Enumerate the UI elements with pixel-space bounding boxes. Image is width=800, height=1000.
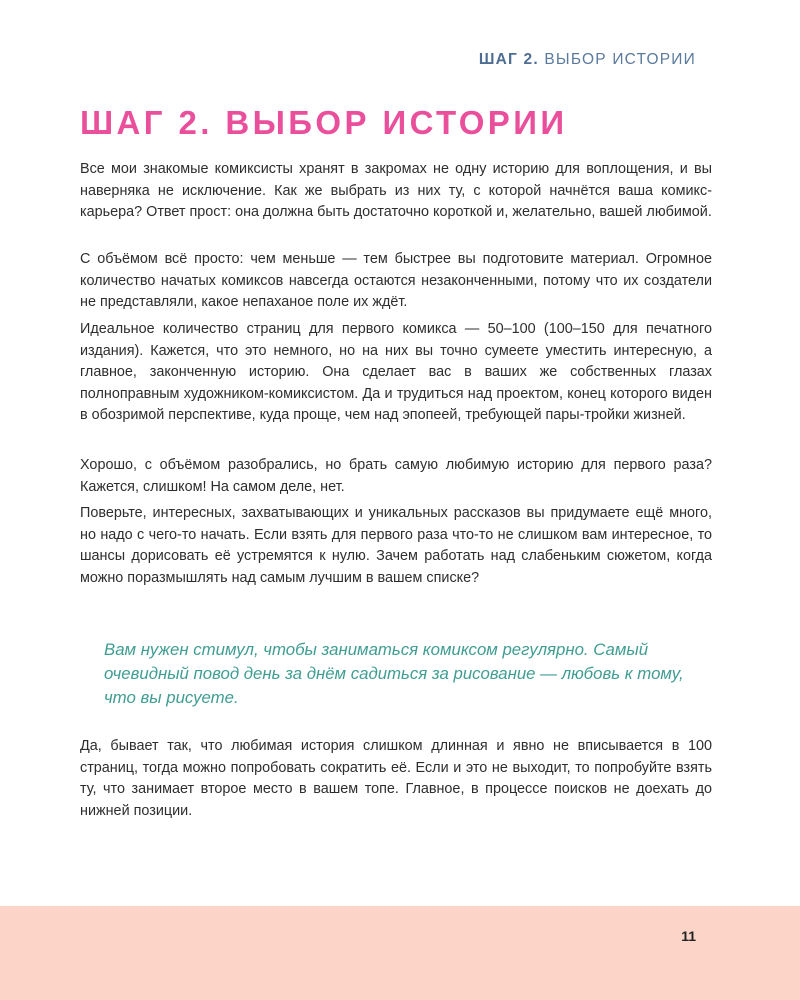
body-paragraph-2: С объёмом всё просто: чем меньше — тем быстрее вы подготовите материал. Огромное количество начатых комиксов навсегда остаются незаконченными, потому что их создатели не представляли, какое непаханое поле их ждёт. [80, 251, 712, 311]
body-paragraph-1: Все мои знакомые комиксисты хранят в закромах не одну историю для воплощения, и вы наверняка не исключение. Как же выбрать из них ту, с которой начнётся ваша комикс-карьера? Ответ прост: она должна быть достаточно короткой и, желательно, вашей любимой. [80, 161, 712, 221]
page-number: 11 [681, 928, 696, 944]
body-paragraph-5: Поверьте, интересных, захватывающих и уникальных рассказов вы придумаете ещё много, но надо с чего-то начать. Если взять для первого раза что-то не слишком вам интересное, то шансы дорисовать её устремятся к нулю. Зачем работать над слабеньким сюжетом, когда можно поразмышлять над самым лучшим в вашем списке? [80, 505, 712, 586]
body-paragraph-6: Да, бывает так, что любимая история слишком длинная и явно не вписывается в 100 страниц, тогда можно попробовать сократить её. Если и это не выходит, то попробуйте взять ту, что занимает второе место в вашем топе. Главное, в процессе поисков не доехать до нижней позиции. [80, 738, 712, 819]
running-header-step: ШАГ 2. [478, 51, 539, 68]
running-header [479, 51, 696, 69]
footer-band [0, 906, 800, 1000]
page-title: ШАГ 2. ВЫБОР ИСТОРИИ [80, 104, 568, 141]
pull-quote: Вам нужен стимул, чтобы заниматься комиксом регулярно. Самый очевидный повод день за днём садиться за рисование — любовь к тому, что вы рисуете. [104, 640, 684, 707]
running-header-title: ВЫБОР ИСТОРИИ [544, 51, 696, 68]
body-paragraph-3: Идеальное количество страниц для первого комикса — 50–100 (100–150 для печатного издания). Кажется, что это немного, но на них вы точно сумеете уместить интересную, а главное, законченную историю. Она сделает вас в ваших же собственных глазах полноправным художником-комиксистом. Да и трудиться над проектом, конец которого виден в обозримой перспективе, куда проще, чем над эпопеей, требующей пары-тройки жизней. [80, 321, 712, 424]
body-paragraph-4: Хорошо, с объёмом разобрались, но брать самую любимую историю для первого раза? Кажется, слишком! На самом деле, нет. [80, 457, 712, 495]
